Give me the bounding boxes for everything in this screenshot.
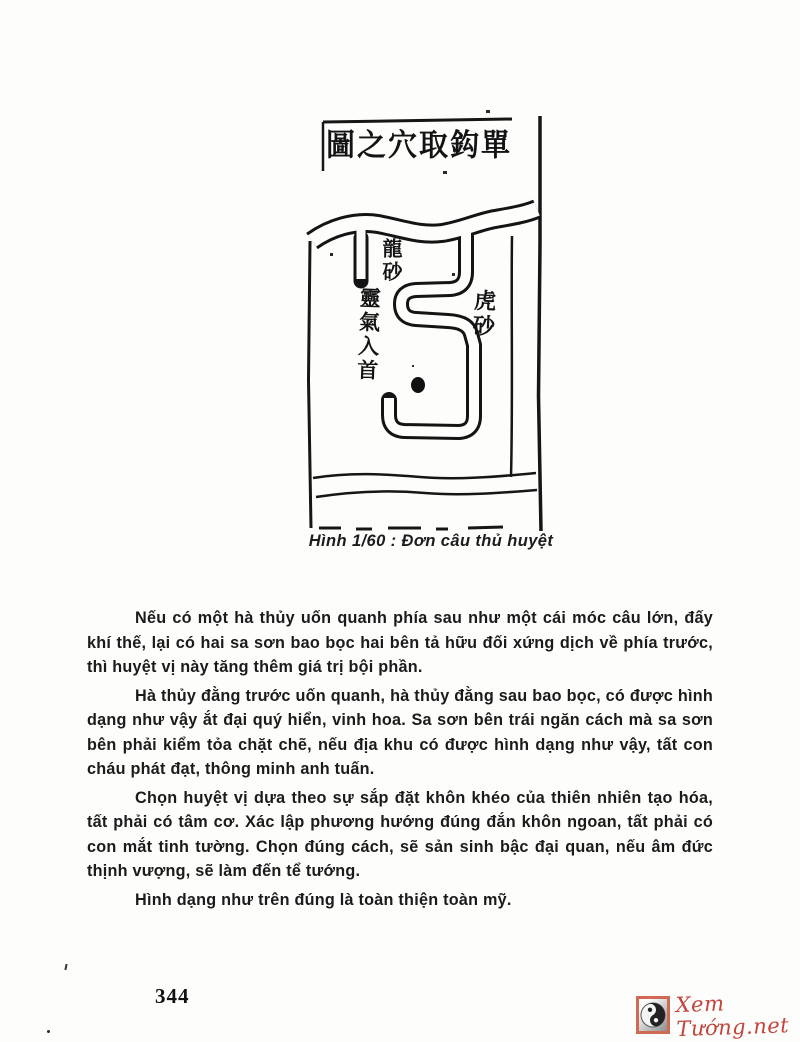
tiger-sand-label: 虎砂 xyxy=(468,288,497,340)
paragraph: Chọn huyệt vị dựa theo sự sắp đặt khôn khéo của thiên nhiên tạo hóa, tất phải có tâm cơ. Xác lập phương hướng đúng đắn khôn ngoan, tất phải có con mắt tinh tường. Chọn đúng cách, sẽ sản sinh bậc đại quan, nếu âm đức thịnh vượng, sẽ làm đến tể tướng. xyxy=(87,788,713,880)
qi-entry-label: 靈氣入首 xyxy=(354,286,382,384)
page-number: 344 xyxy=(155,984,190,1008)
body-text xyxy=(87,606,713,916)
dragon-sand-label: 龍砂 xyxy=(379,238,403,284)
figure-title-cjk: 圖之穴取鈎單 xyxy=(326,127,513,163)
scan-speck xyxy=(47,1030,50,1033)
huyet-point-dot xyxy=(411,377,425,393)
figure-caption: Hình 1/60 : Đơn câu thủ huyệt xyxy=(308,532,554,550)
yin-yang-icon xyxy=(636,996,670,1034)
river-bank-lines xyxy=(313,236,537,497)
watermark-text: Xem Tướng.net xyxy=(675,991,790,1042)
paragraph: Hình dạng như trên đúng là toàn thiện toàn mỹ. xyxy=(135,890,512,909)
paragraph: Hà thủy đằng trước uốn quanh, hà thủy đằng sau bao bọc, có được hình dạng như vậy ắt đại quý hiển, vinh hoa. Sa sơn bên trái ngăn cách mà sa sơn bên phải kiểm tỏa chặt chẽ, nếu địa khu có được hình dạng như vậy, tất con cháu phát đạt, thông minh anh tuấn. xyxy=(87,686,713,778)
watermark xyxy=(636,991,800,1042)
paragraph: Nếu có một hà thủy uốn quanh phía sau như một cái móc câu lớn, đấy khí thế, lại có hai sa sơn bao bọc hai bên tả hữu đối xứng dịch về phía trước, thì huyệt vị này tăng thêm giá trị bội phần. xyxy=(87,609,713,676)
